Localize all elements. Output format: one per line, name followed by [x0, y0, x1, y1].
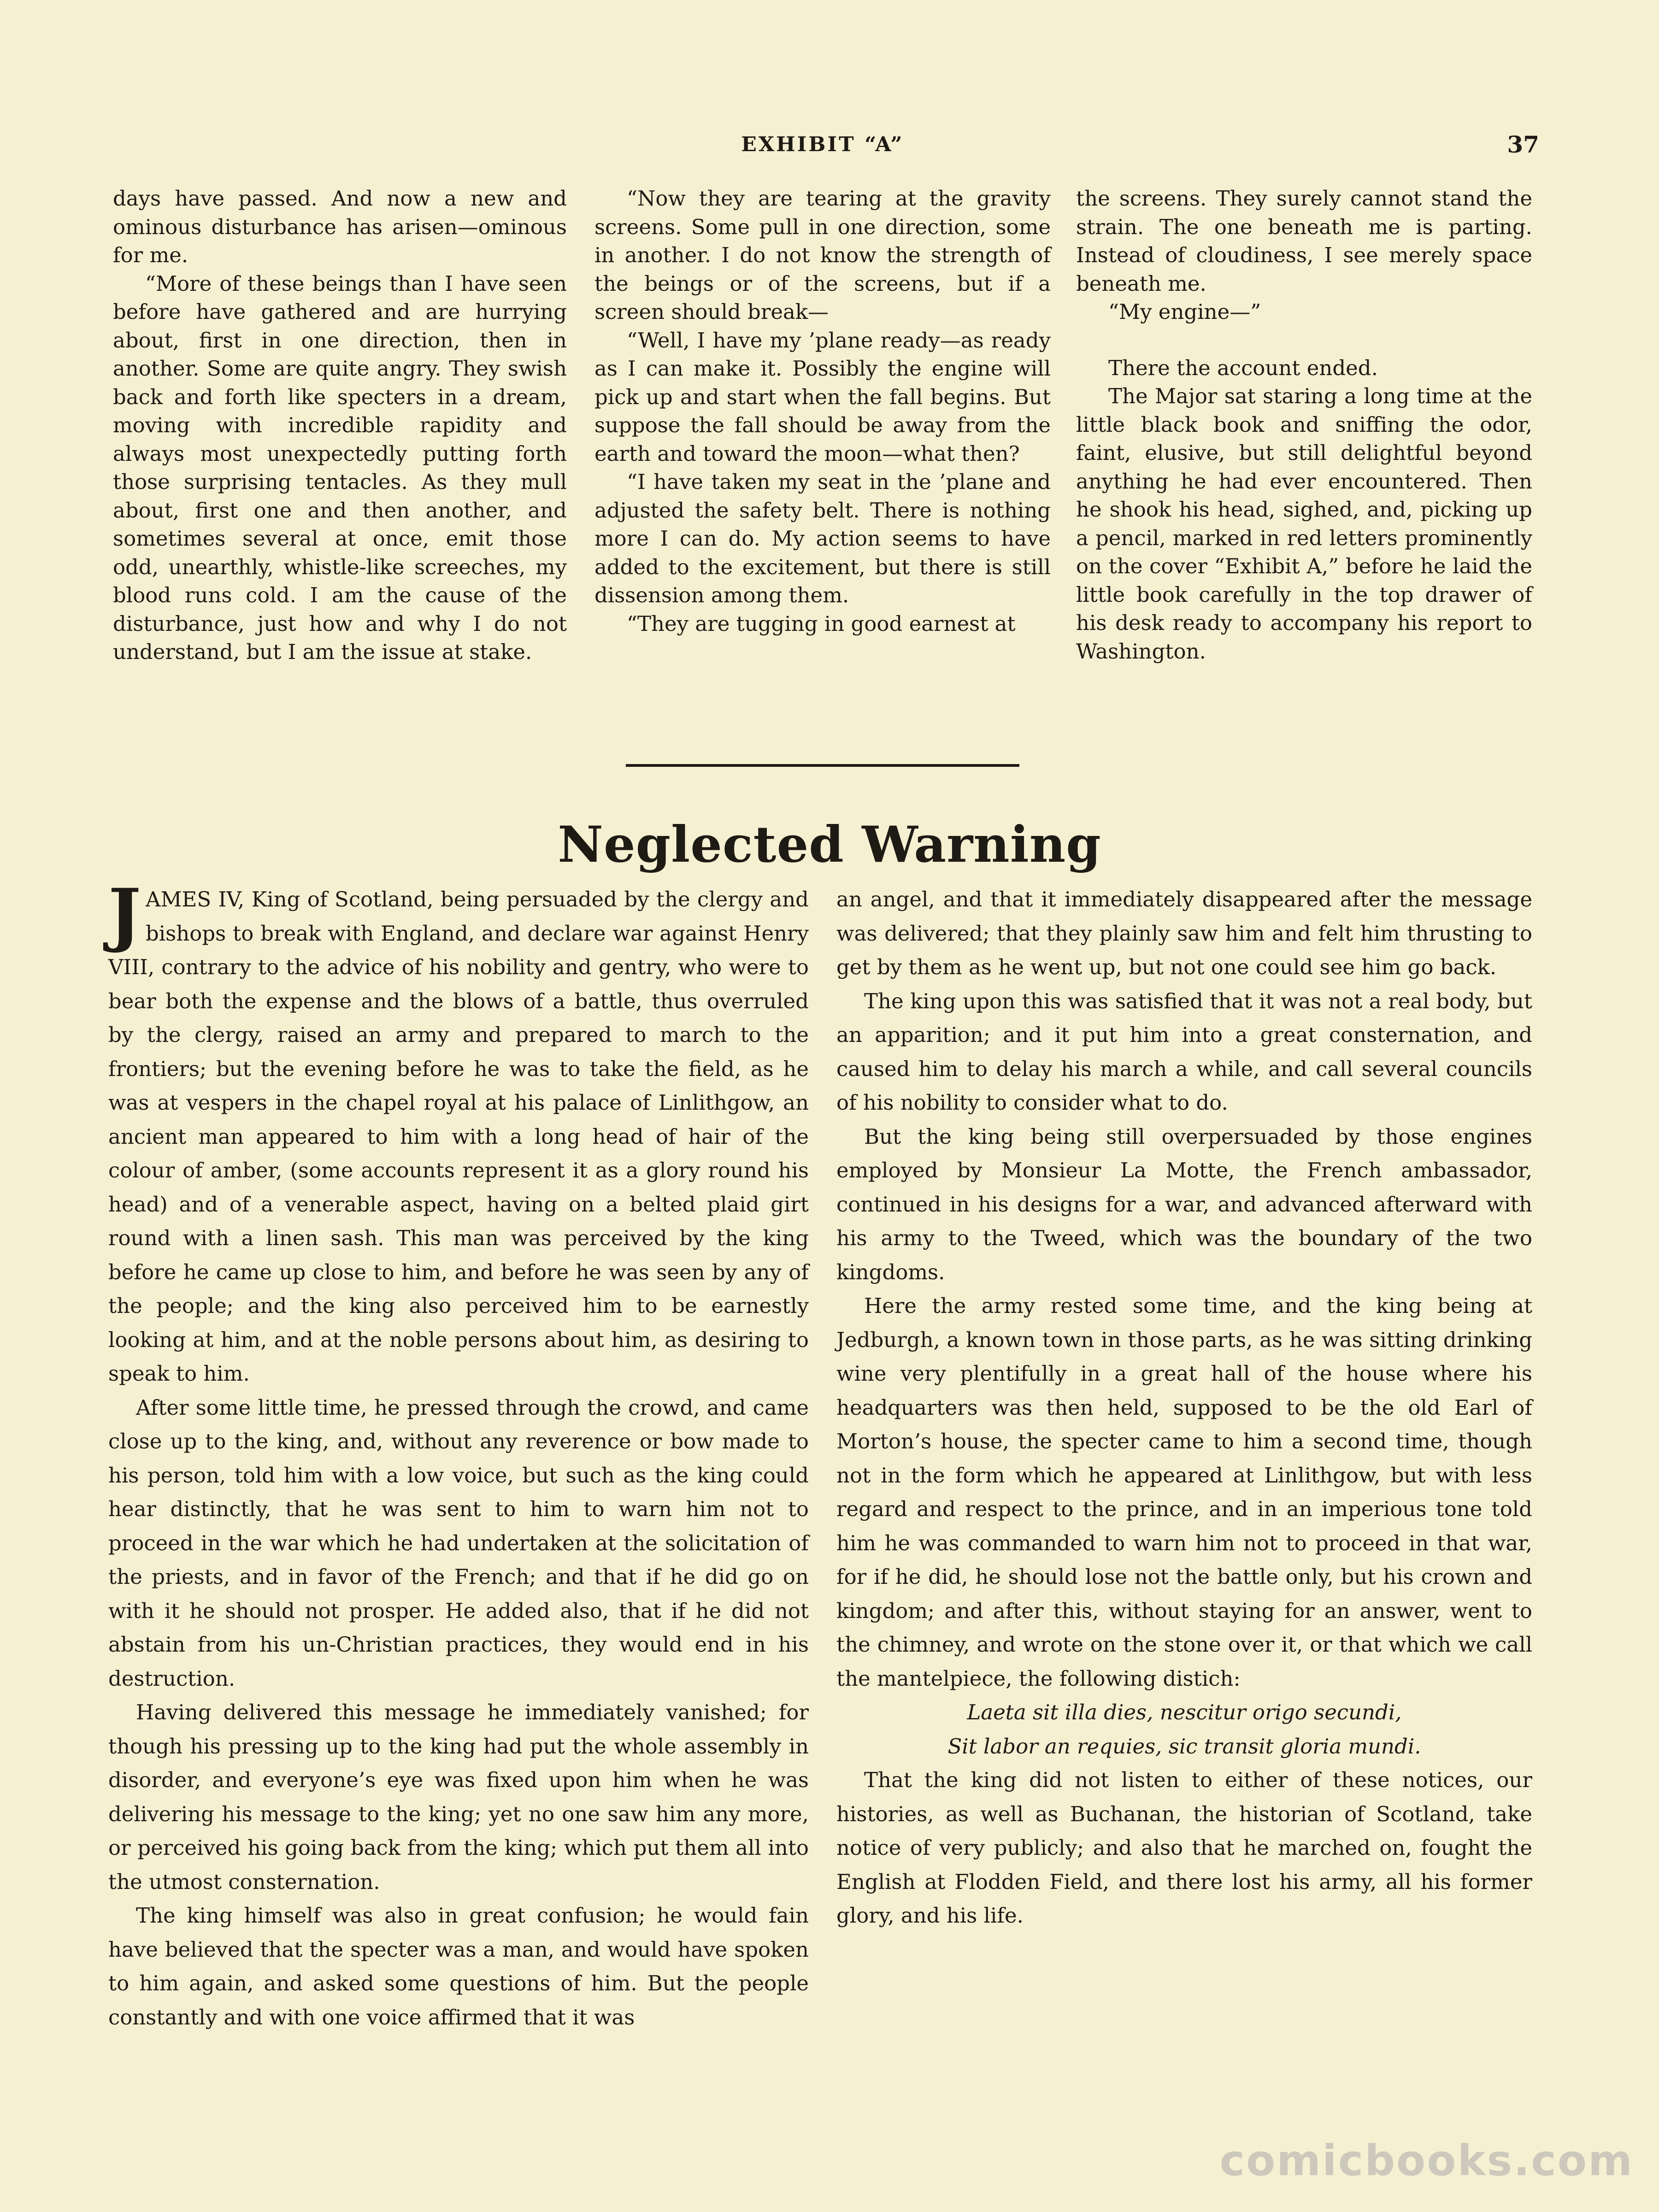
article-column-left: [108, 874, 809, 2034]
paragraph: Here the army rested some time, and the king being at Jedburgh, a known town in those parts, as he was sitting drinking wine very plentifully in a great hall of the house where his headquarters was then held, supposed to be the old Earl of Morton’s house, the specter came to him a second time, though not in the form which he appeared at Linlithgow, but with less regard and respect to the prince, and in an imperious tone told him he was commanded to warn him not to proceed in that war, for if he did, he should lose not the battle only, but his crown and kingdom; and after this, without staying for an answer, went to the chimney, and wrote on the stone over it, or that which we call the mantelpiece, the following distich:: [836, 1294, 1532, 1691]
paragraph: The Major sat staring a long time at the little black book and sniffing the odor, faint, elusive, but still delightful beyond anything he had ever encountered. Then he shook his head, sighed, and, picking up a pencil, marked in red letters prominently on the cover “Exhibit A,” before he laid the little book carefully in the top drawer of his desk ready to accompany his report to Washington.: [1076, 384, 1532, 664]
drop-cap: J: [108, 874, 141, 955]
section-break: [1076, 326, 1532, 354]
paragraph: “I have taken my seat in the ’plane and adjusted the safety belt. There is nothing more I can do. My action seems to have added to the excitement, but there is still dissension among them.: [594, 470, 1051, 607]
running-title: EXHIBIT “A”: [741, 133, 904, 156]
exhibit-column-3: [1076, 184, 1532, 665]
section-divider: [626, 764, 1019, 767]
paragraph: “My engine—”: [1108, 300, 1261, 324]
paragraph: After some little time, he pressed through the crowd, and came close up to the king, and, without any reverence or bow made to his person, told him with a low voice, but such as the king could hear distinctly, that he was sent to him to warn him not to proceed in the war which he had undertaken at the solicitation of the priests, and in favor of the French; and that if he did go on with it he should not prosper. He added also, that if he did not abstain from his un-Christian practices, they would end in his destruction.: [108, 1395, 809, 1691]
paragraph: an angel, and that it immediately disappeared after the message was delivered; that they plainly saw him and felt him thrusting to get by them as he went up, but not one could see him go back.: [836, 887, 1532, 979]
latin-distich: [836, 1695, 1532, 1763]
closing-paragraph: That the king did not listen to either of these notices, our histories, as well as Buchanan, the historian of Scotland, take notice of very publicly; and also that he marched on, fought the English at Flodden Field, and there lost his army, all his former glory, and his life.: [836, 1768, 1532, 1928]
paragraph: Having delivered this message he immediately vanished; for though his pressing up to the king had put the whole assembly in disorder, and everyone’s eye was fixed upon him when he was delivering his message to the king; yet no one saw him any more, or perceived his going back from the king; which put them all into the utmost consternation.: [108, 1700, 809, 1894]
verse-line: Sit labor an requies, sic transit gloria mundi.: [947, 1734, 1421, 1759]
first-paragraph-text: AMES IV, King of Scotland, being persuaded by the clergy and bishops to break with England, and declare war against Henry VIII, contrary to the advice of his nobility and gentry, who were to bear both the expense and the blows of a battle, thus overruled by the clergy, raised an army and prepared to march to the frontiers; but the evening before he was to take the field, as he was at vespers in the chapel royal at his palace of Linlithgow, an ancient man appeared to him with a long head of hair of the colour of amber, (some accounts represent it as a glory round his head) and of a venerable aspect, having on a belted plaid girt round with a linen sash. This man was perceived by the king before he came up close to him, and before he was seen by any of the people; and the king also perceived him to be earnestly looking at him, and at the noble persons about him, as desiring to speak to him.: [108, 887, 809, 1386]
paragraph: the screens. They surely cannot stand the strain. The one beneath me is parting. Instead of cloudiness, I see merely space beneath me.: [1076, 186, 1532, 296]
paragraph: days have passed. And now a new and ominous disturbance has arisen—ominous for me.: [113, 186, 567, 267]
exhibit-column-2: [594, 184, 1051, 638]
paragraph: “More of these beings than I have seen before have gathered and are hurrying about, first in one direction, then in another. Some are quite angry. They swish back and forth like specters in a dream, moving with incredible rapidity and always most unexpectedly putting forth those surprising tentacles. As they mull about, first one and then another, and sometimes several at once, emit those odd, unearthly, whistle-like screeches, my blood runs cold. I am the cause of the disturbance, just how and why I do not understand, but I am the issue at stake.: [113, 271, 567, 664]
paragraph: The king upon this was satisfied that it was not a real body, but an apparition; and it put him into a great consternation, and caused him to delay his march a while, and call several councils of his nobility to consider what to do.: [836, 988, 1532, 1115]
exhibit-column-1: [113, 184, 567, 666]
paragraph: “Well, I have my ’plane ready—as ready as I can make it. Possibly the engine will pick up and start when the fall begins. But suppose the fall should be away from the earth and toward the moon—what then?: [594, 328, 1051, 466]
article-title: Neglected Warning: [558, 816, 1101, 874]
paragraph: The king himself was also in great confusion; he would fain have believed that the specter was a man, and would have spoken to him again, and asked some questions of him. But the people constantly and with one voice affirmed that it was: [108, 1903, 809, 2030]
verse-line: Laeta sit illa dies, nescitur origo secundi,: [967, 1700, 1402, 1724]
first-paragraph: [108, 874, 809, 1391]
paragraph: But the king being still overpersuaded by those engines employed by Monsieur La Motte, the French ambassador, continued in his designs for a war, and advanced afterward with his army to the Tweed, which was the boundary of the two kingdoms.: [836, 1124, 1532, 1284]
article-column-right: [836, 882, 1532, 1933]
paragraph: “Now they are tearing at the gravity screens. Some pull in one direction, some in another. I do not know the strength of the beings or of the screens, but if a screen should break—: [594, 186, 1051, 324]
paragraph: “They are tugging in good earnest at: [627, 611, 1016, 636]
running-header: [106, 133, 1539, 170]
watermark: comicbooks.com: [1219, 2136, 1634, 2185]
page-number: 37: [1507, 131, 1539, 158]
paragraph: There the account ended.: [1108, 355, 1378, 380]
